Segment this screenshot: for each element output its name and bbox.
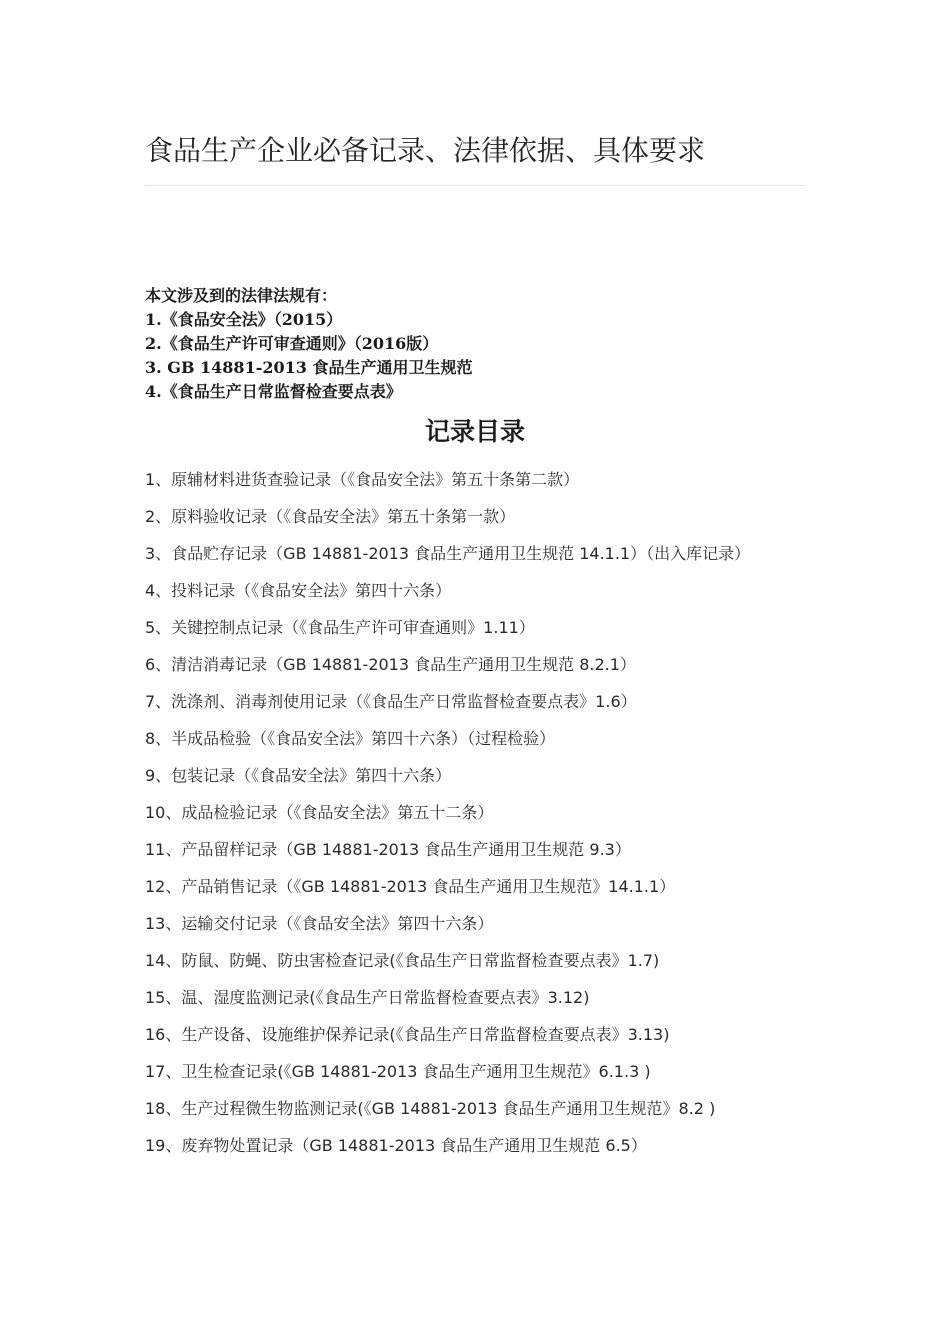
record-item: 17、卫生检查记录(《GB 14881-2013 食品生产通用卫生规范》6.1.3 ) <box>145 1062 651 1081</box>
record-item: 16、生产设备、设施维护保养记录(《食品生产日常监督检查要点表》3.13) <box>145 1025 670 1044</box>
record-item: 3、食品贮存记录（GB 14881-2013 食品生产通用卫生规范 14.1.1）（出入库记录） <box>145 544 751 563</box>
records-heading: 记录目录 <box>424 417 525 446</box>
record-item: 9、包装记录（《食品安全法》第四十六条） <box>145 766 452 785</box>
title-divider <box>145 185 806 186</box>
record-item: 5、关键控制点记录（《食品生产许可审查通则》1.11） <box>145 618 535 637</box>
record-item: 10、成品检验记录（《食品安全法》第五十二条） <box>145 803 494 822</box>
record-item: 1、原辅材料进货查验记录（《食品安全法》第五十条第二款） <box>145 470 580 489</box>
law-item: 1.《食品安全法》（2015） <box>145 310 343 329</box>
record-item: 7、洗涤剂、消毒剂使用记录（《食品生产日常监督检查要点表》1.6） <box>145 692 637 711</box>
record-item: 6、清洁消毒记录（GB 14881-2013 食品生产通用卫生规范 8.2.1） <box>145 655 636 674</box>
law-item: 3. GB 14881-2013 食品生产通用卫生规范 <box>145 358 473 377</box>
record-item: 18、生产过程微生物监测记录(《GB 14881-2013 食品生产通用卫生规范》8.2 ) <box>145 1099 716 1118</box>
record-item: 15、温、湿度监测记录(《食品生产日常监督检查要点表》3.12) <box>145 988 590 1007</box>
document-title: 食品生产企业必备记录、法律依据、具体要求 <box>145 134 706 167</box>
record-item: 14、防鼠、防蝇、防虫害检查记录(《食品生产日常监督检查要点表》1.7) <box>145 951 660 970</box>
record-item: 4、投料记录（《食品安全法》第四十六条） <box>145 581 452 600</box>
records-list <box>145 467 793 1170</box>
record-item: 2、原料验收记录（《食品安全法》第五十条第一款） <box>145 507 516 526</box>
record-item: 12、产品销售记录（《GB 14881-2013 食品生产通用卫生规范》14.1.1） <box>145 877 676 896</box>
law-item: 2.《食品生产许可审查通则》（2016版） <box>145 334 439 353</box>
laws-intro: 本文涉及到的法律法规有： <box>145 286 338 305</box>
record-item: 13、运输交付记录（《食品安全法》第四十六条） <box>145 914 494 933</box>
record-item: 8、半成品检验（《食品安全法》第四十六条）（过程检验） <box>145 729 556 748</box>
record-item: 19、废弃物处置记录（GB 14881-2013 食品生产通用卫生规范 6.5） <box>145 1136 647 1155</box>
record-item: 11、产品留样记录（GB 14881-2013 食品生产通用卫生规范 9.3） <box>145 840 631 859</box>
laws-section <box>145 284 805 404</box>
law-item: 4.《食品生产日常监督检查要点表》 <box>145 382 402 401</box>
